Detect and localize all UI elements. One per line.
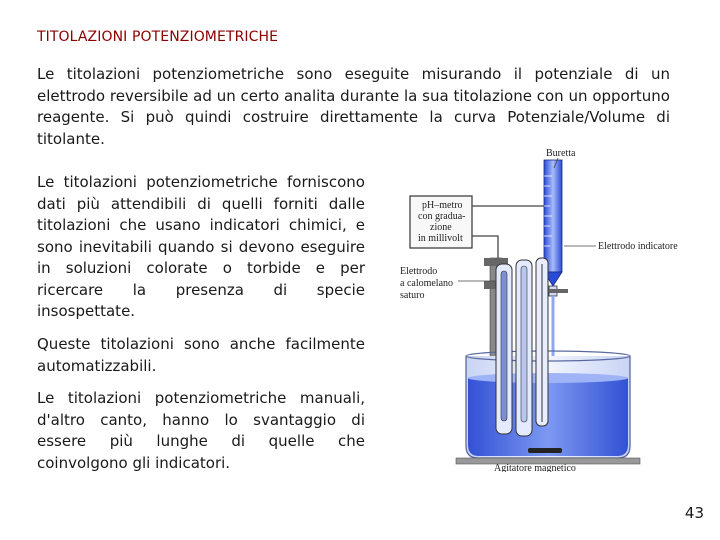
burette-label: Buretta bbox=[546, 148, 576, 159]
slide-title: TITOLAZIONI POTENZIOMETRICHE bbox=[37, 29, 279, 45]
paragraph-intro: Le titolazioni potenziometriche sono eseguite misurando il potenziale di un elettrodo reversibile ad un certo analita durante la sua titolazione con un opportuno reagente. Si può quindi costruire direttamente la curva Potenziale/Volume di titolante. bbox=[37, 65, 670, 148]
stir-bar bbox=[528, 448, 562, 453]
ph-meter-label-2: con gradua- bbox=[418, 211, 466, 222]
page-number: 43 bbox=[684, 504, 704, 522]
indicator-wire bbox=[472, 206, 548, 261]
reference-electrode-2 bbox=[516, 260, 532, 436]
potentiometric-titration-figure bbox=[398, 146, 714, 472]
ph-meter-label-1: pH–metro bbox=[422, 200, 463, 211]
ph-meter-label-3: zione bbox=[430, 222, 452, 233]
ph-meter bbox=[410, 196, 472, 248]
paragraph-disadvantages: Le titolazioni potenziometriche manuali, d'altro canto, hanno lo svantaggio di essere più lunghe di quelle che coinvolgono gli indicatori. bbox=[37, 389, 365, 472]
indicator-electrode bbox=[536, 258, 548, 426]
calomel-label-2: a calomelano bbox=[400, 278, 454, 289]
calomel-electrode bbox=[496, 264, 512, 434]
calomel-label-3: saturo bbox=[400, 290, 425, 301]
calomel-label-1: Elettrodo bbox=[400, 266, 438, 277]
paragraph-automation: Queste titolazioni sono anche facilmente automatizzabili. bbox=[37, 335, 365, 375]
ph-meter-label-4: in millivolt bbox=[418, 233, 463, 244]
paragraph-advantages: Le titolazioni potenziometriche forniscono dati più attendibili di quelli forniti dalle titolazioni che usano indicatori chimici, e sono inevitabili quando si devono eseguire in soluzioni colorate o torbide e per ricercare la presenza di specie insospettate. bbox=[37, 173, 365, 320]
reference-wire bbox=[472, 236, 498, 258]
stirrer-label: Agitatore magnetico bbox=[494, 463, 576, 472]
indicator-electrode-label: Elettrodo indicatore bbox=[598, 241, 678, 252]
